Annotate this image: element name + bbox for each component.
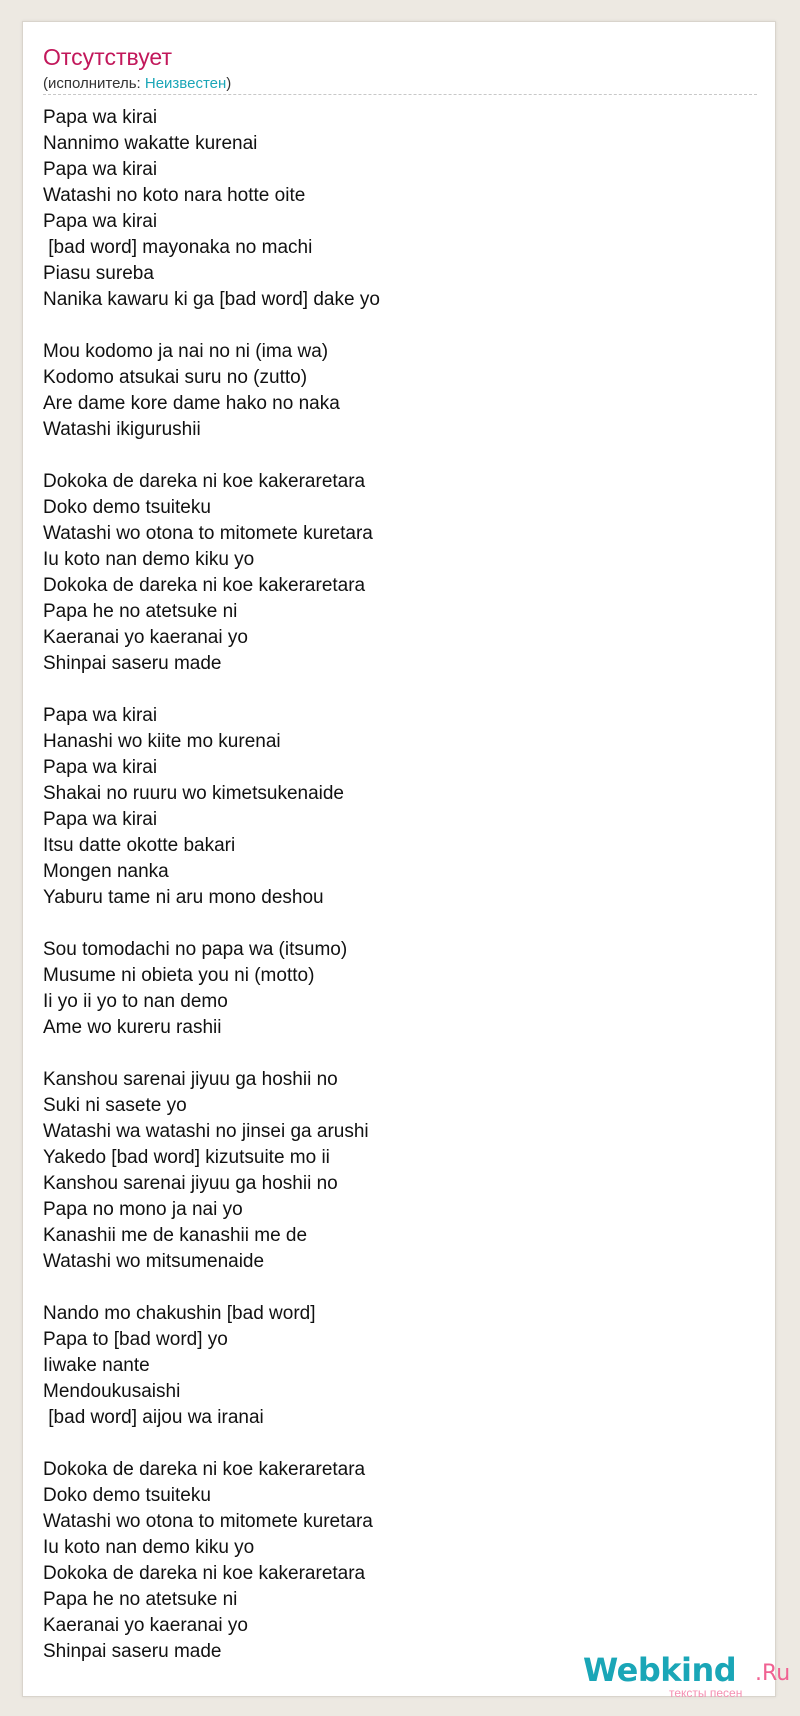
lyric-line: Kaeranai yo kaeranai yo xyxy=(43,627,248,648)
lyric-line: Iu koto nan demo kiku yo xyxy=(43,1537,255,1558)
lyric-line: Kodomo atsukai suru no (zutto) xyxy=(43,367,308,388)
title-divider xyxy=(43,94,757,95)
artist-link[interactable]: Неизвестен xyxy=(144,75,227,92)
lyric-line: Mendoukusaishi xyxy=(43,1381,181,1402)
artist-line xyxy=(43,74,231,94)
lyric-line: Mou kodomo ja nai no ni (ima wa) xyxy=(43,341,329,362)
lyric-line: Watashi ikigurushii xyxy=(43,419,201,440)
stanza-break xyxy=(43,313,743,339)
logo-wordmark: Webkind xyxy=(583,1651,737,1689)
lyric-line: Dokoka de dareka ni koe kakeraretara xyxy=(43,471,366,492)
lyric-line: Watashi wo otona to mitomete kuretara xyxy=(43,1511,373,1532)
lyric-line: Sou tomodachi no papa wa (itsumo) xyxy=(43,939,348,960)
logo-tagline: тексты песен xyxy=(669,1686,743,1700)
lyrics-card xyxy=(22,21,791,1700)
lyric-line: Kaeranai yo kaeranai yo xyxy=(43,1615,248,1636)
stanza-break xyxy=(43,1431,743,1457)
lyric-line: Dokoka de dareka ni koe kakeraretara xyxy=(43,575,366,596)
lyrics-body xyxy=(43,105,743,1665)
lyric-line: Papa wa kirai xyxy=(43,107,158,128)
lyric-line: Nannimo wakatte kurenai xyxy=(43,133,258,154)
artist-suffix: ) xyxy=(226,75,232,92)
lyric-line: Shakai no ruuru wo kimetsukenaide xyxy=(43,783,345,804)
lyric-line: Watashi wa watashi no jinsei ga arushi xyxy=(43,1121,369,1142)
lyric-line: [bad word] aijou wa iranai xyxy=(43,1407,264,1428)
lyric-line: Hanashi wo kiite mo kurenai xyxy=(43,731,281,752)
lyric-line: Dokoka de dareka ni koe kakeraretara xyxy=(43,1459,366,1480)
lyric-line: Papa wa kirai xyxy=(43,159,158,180)
logo-domain-suffix: .Ru xyxy=(755,1661,791,1686)
lyric-line: Nando mo chakushin [bad word] xyxy=(43,1303,316,1324)
lyric-line: Ii yo ii yo to nan demo xyxy=(43,991,228,1012)
lyric-line: Ame wo kureru rashii xyxy=(43,1017,222,1038)
lyric-line: [bad word] mayonaka no machi xyxy=(43,237,313,258)
lyric-line: Watashi wo mitsumenaide xyxy=(43,1251,265,1272)
lyric-line: Shinpai saseru made xyxy=(43,653,222,674)
lyric-line: Kanshou sarenai jiyuu ga hoshii no xyxy=(43,1173,338,1194)
lyric-line: Iu koto nan demo kiku yo xyxy=(43,549,255,570)
artist-prefix: (исполнитель: xyxy=(43,75,145,92)
stanza-break xyxy=(43,911,743,937)
lyric-line: Papa wa kirai xyxy=(43,809,158,830)
lyric-line: Piasu sureba xyxy=(43,263,154,284)
lyric-line: Dokoka de dareka ni koe kakeraretara xyxy=(43,1563,366,1584)
lyric-line: Iiwake nante xyxy=(43,1355,150,1376)
lyric-line: Doko demo tsuiteku xyxy=(43,497,211,518)
lyric-line: Yakedo [bad word] kizutsuite mo ii xyxy=(43,1147,330,1168)
lyric-line: Are dame kore dame hako no naka xyxy=(43,393,340,414)
lyric-line: Papa he no atetsuke ni xyxy=(43,1589,238,1610)
stanza-break xyxy=(43,1041,743,1067)
lyric-line: Papa no mono ja nai yo xyxy=(43,1199,243,1220)
lyric-line: Papa wa kirai xyxy=(43,757,158,778)
lyric-line: Papa he no atetsuke ni xyxy=(43,601,238,622)
lyric-line: Itsu datte okotte bakari xyxy=(43,835,236,856)
lyric-line: Doko demo tsuiteku xyxy=(43,1485,211,1506)
lyric-line: Mongen nanka xyxy=(43,861,169,882)
lyric-line: Nanika kawaru ki ga [bad word] dake yo xyxy=(43,289,380,310)
stanza-break xyxy=(43,443,743,469)
lyric-line: Papa wa kirai xyxy=(43,211,158,232)
lyric-line: Kanashii me de kanashii me de xyxy=(43,1225,308,1246)
lyric-line: Musume ni obieta you ni (motto) xyxy=(43,965,315,986)
stanza-break xyxy=(43,1275,743,1301)
lyric-line: Yaburu tame ni aru mono deshou xyxy=(43,887,324,908)
lyric-line: Watashi no koto nara hotte oite xyxy=(43,185,306,206)
lyric-line: Shinpai saseru made xyxy=(43,1641,222,1662)
lyric-line: Papa to [bad word] yo xyxy=(43,1329,228,1350)
lyric-line: Suki ni sasete yo xyxy=(43,1095,187,1116)
lyric-line: Papa wa kirai xyxy=(43,705,158,726)
lyric-line: Watashi wo otona to mitomete kuretara xyxy=(43,523,373,544)
stanza-break xyxy=(43,677,743,703)
song-title: Отсутствует xyxy=(43,44,172,70)
lyric-line: Kanshou sarenai jiyuu ga hoshii no xyxy=(43,1069,338,1090)
